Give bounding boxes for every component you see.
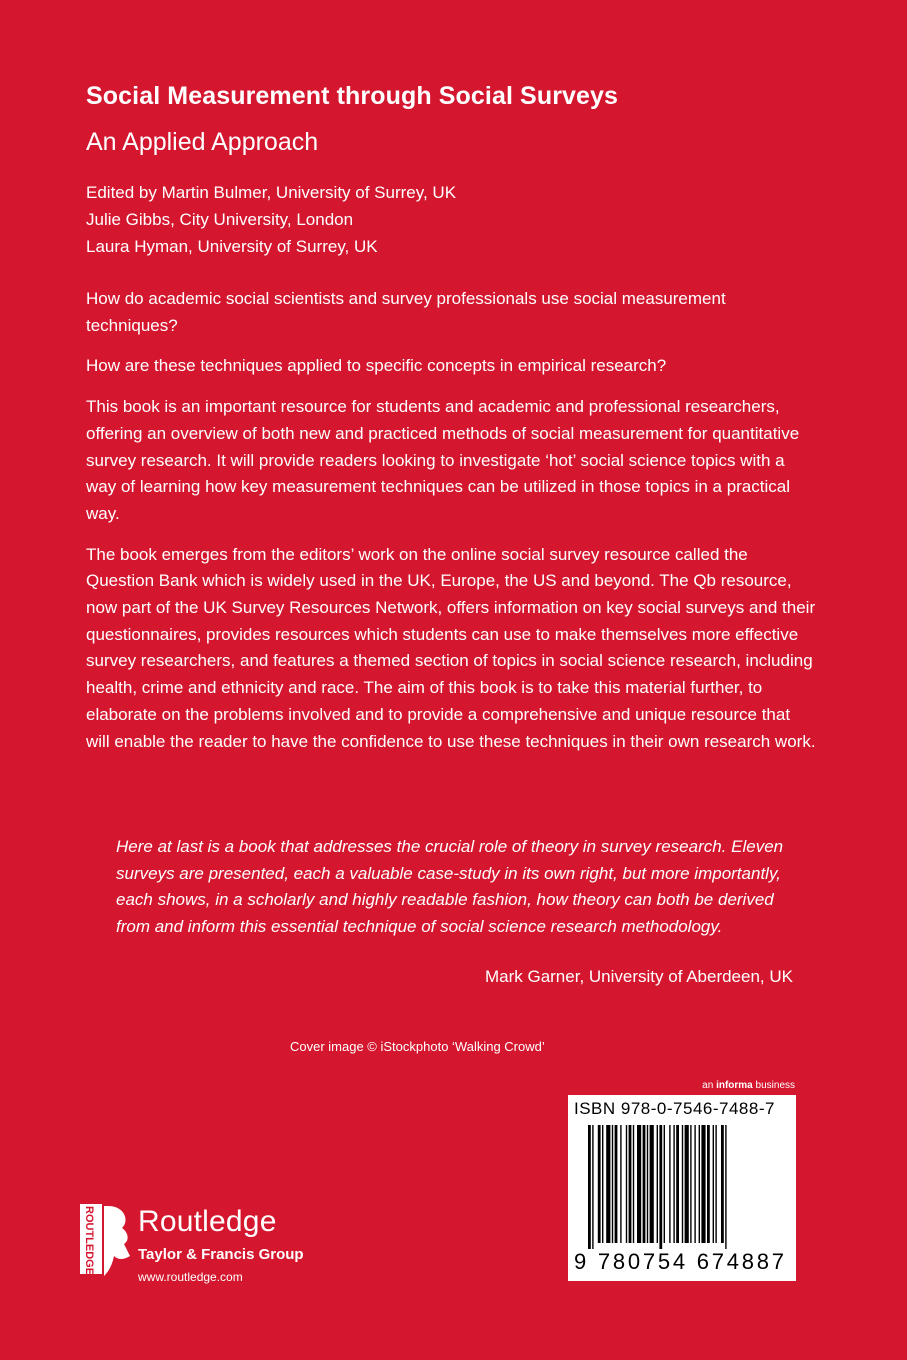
- barcode-bar: [659, 1125, 662, 1249]
- barcode-bar: [690, 1125, 691, 1243]
- barcode-bar: [676, 1125, 679, 1243]
- barcode-bar: [606, 1125, 610, 1243]
- barcode-bar: [647, 1125, 648, 1243]
- barcode-bar: [626, 1125, 627, 1243]
- barcode-bar: [620, 1125, 621, 1243]
- book-title: Social Measurement through Social Surveys: [86, 82, 619, 110]
- blurb: [86, 286, 816, 769]
- barcode-bar: [685, 1125, 689, 1243]
- barcode-bar: [725, 1125, 726, 1249]
- barcode-digits: 9 780754 674887: [574, 1249, 784, 1273]
- review-attribution: Mark Garner, University of Aberdeen, UK: [484, 967, 793, 986]
- barcode-bar: [650, 1125, 654, 1243]
- barcode-bar: [629, 1125, 632, 1243]
- barcode-bar: [615, 1125, 618, 1243]
- barcode-bar: [592, 1125, 593, 1249]
- barcode-bar: [637, 1125, 641, 1243]
- editor-line: Edited by Martin Bulmer, University of Surrey, UK: [86, 183, 457, 202]
- editor-line: Julie Gibbs, City University, London: [86, 210, 354, 229]
- barcode-bar: [588, 1125, 591, 1249]
- publisher-website: www.routledge.com: [138, 1270, 243, 1284]
- barcode-graphic: [574, 1121, 790, 1273]
- routledge-logo-icon: [78, 1198, 134, 1280]
- barcode-bar: [602, 1125, 603, 1243]
- barcode-bar: [701, 1125, 705, 1243]
- barcode-bar: [664, 1125, 665, 1243]
- blurb-paragraph: How do academic social scientists and survey professionals use social measurement techniques?: [86, 289, 726, 335]
- barcode-bar: [715, 1125, 716, 1243]
- barcode-bar: [598, 1125, 601, 1243]
- barcode-bar: [694, 1125, 695, 1243]
- editors-block: [86, 179, 456, 260]
- cover-credit: Cover image © iStockphoto ‘Walking Crowd’: [290, 1039, 545, 1054]
- barcode-bar: [673, 1125, 674, 1243]
- informa-suffix: business: [755, 1080, 795, 1091]
- barcode-bar: [633, 1125, 634, 1243]
- barcode-box: [568, 1095, 796, 1281]
- barcode-bar: [643, 1125, 646, 1243]
- barcode-bar: [682, 1125, 683, 1243]
- blurb-paragraph: The book emerges from the editors’ work on the online social survey resource called the Question Bank which is widely used in the UK, Europe, the US and beyond. The Qb resource, now part of the UK Survey Resources Network, offers information on key social surveys and their questionnaires, provides resources which students can use to make themselves more effective survey researchers, and features a themed section of topics in social science research, including health, crime and ethnicity and race. The aim of this book is to take this material further, to elaborate on the problems involved and to provide a comprehensive and unique resource that will enable the reader to have the confidence to use these techniques in their own research work.: [86, 544, 816, 751]
- barcode-bar: [713, 1125, 714, 1243]
- book-subtitle: An Applied Approach: [86, 128, 319, 156]
- publisher-group: Taylor & Francis Group: [138, 1246, 304, 1263]
- informa-brand: informa: [716, 1080, 753, 1091]
- barcode-bar: [669, 1125, 670, 1243]
- informa-prefix: an: [702, 1080, 714, 1091]
- barcode-bar: [612, 1125, 613, 1243]
- barcode-bar: [699, 1125, 700, 1243]
- barcode-bar: [707, 1125, 710, 1243]
- editor-line: Laura Hyman, University of Surrey, UK: [86, 237, 378, 256]
- barcode-bar: [721, 1125, 724, 1243]
- blurb-paragraph: This book is an important resource for students and academic and professional researchers, offering an overview of both new and practiced methods of social measurement for quantitative survey research. It will provide readers looking to investigate ‘hot’ social science topics with a way of learning how key measurement techniques can be utilized in those topics in a practical way.: [86, 397, 800, 523]
- routledge-logo-text: ROUTLEDGE: [83, 1206, 95, 1276]
- review-quote: Here at last is a book that addresses the crucial role of theory in survey research. Eleven surveys are presented, each a valuable case-study in its own right, but more importantly, each shows, in a scholarly and highly readable fashion, how theory can both be derived from and inform this essential technique of social science research methodology.: [116, 837, 784, 937]
- publisher-name: Routledge: [138, 1205, 277, 1238]
- informa-tagline: [702, 1080, 795, 1091]
- isbn-label: ISBN 978-0-7546-7488-7: [574, 1099, 775, 1118]
- barcode-bar: [657, 1125, 658, 1243]
- blurb-paragraph: How are these techniques applied to specific concepts in empirical research?: [86, 356, 667, 376]
